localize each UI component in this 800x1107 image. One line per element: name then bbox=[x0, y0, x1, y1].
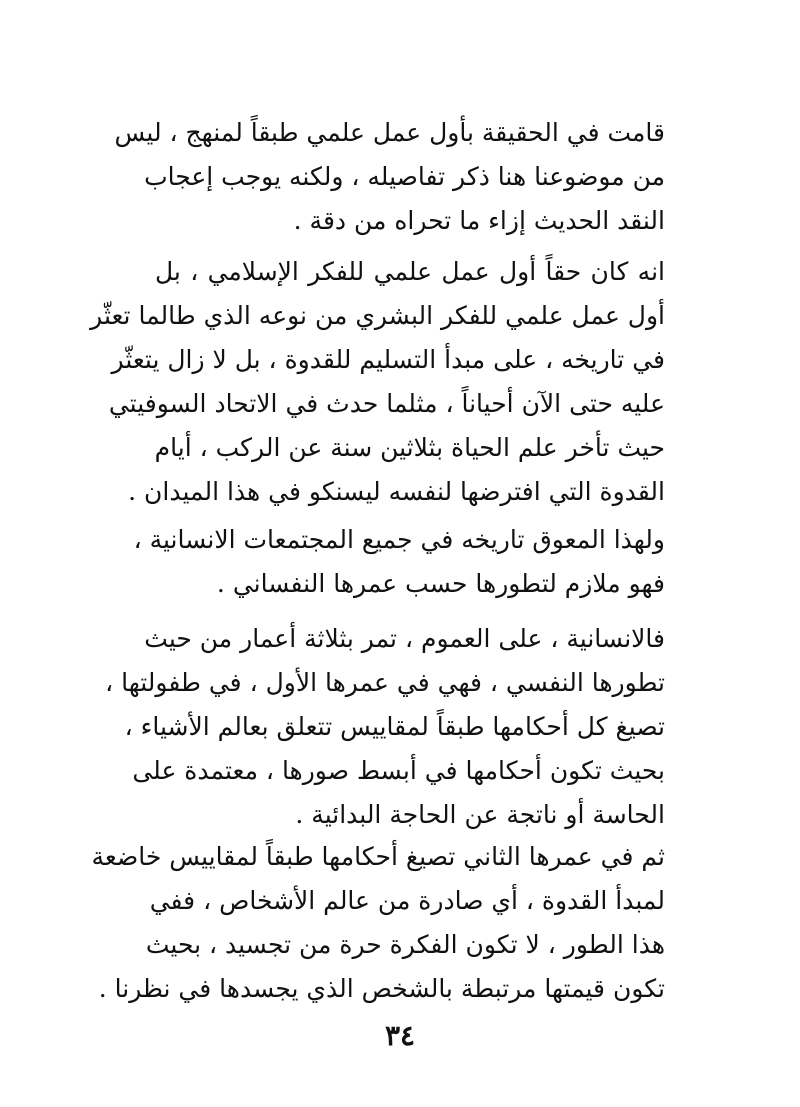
paragraph-1 bbox=[114, 111, 665, 243]
paragraph-2 bbox=[90, 250, 665, 514]
text-line: النقد الحديث إزاء ما تحراه من دقة . bbox=[293, 206, 665, 235]
paragraph-5 bbox=[91, 835, 665, 1011]
paragraph-4 bbox=[105, 617, 665, 837]
text-line: القدوة التي افترضها لنفسه ليسنكو في هذا الميدان . bbox=[128, 477, 665, 506]
text-line: انه كان حقاً أول عمل علمي للفكر الإسلامي ، بل bbox=[155, 257, 665, 286]
text-line: حيث تأخر علم الحياة بثلاثين سنة عن الركب ، أيام bbox=[154, 433, 665, 462]
text-line: لمبدأ القدوة ، أي صادرة من عالم الأشخاص ، ففي bbox=[149, 886, 665, 915]
text-line: عليه حتى الآن أحياناً ، مثلما حدث في الاتحاد السوفيتي bbox=[108, 389, 665, 418]
text-line: أول عمل علمي للفكر البشري من نوعه الذي طالما تعثّر bbox=[90, 301, 665, 330]
text-line: من موضوعنا هنا ذكر تفاصيله ، ولكنه يوجب إعجاب bbox=[144, 162, 665, 191]
text-line: الحاسة أو ناتجة عن الحاجة البدائية . bbox=[295, 800, 665, 829]
text-line: تصيغ كل أحكامها طبقاً لمقاييس تتعلق بعالم الأشياء ، bbox=[124, 712, 665, 741]
text-line: بحيث تكون أحكامها في أبسط صورها ، معتمدة على bbox=[132, 756, 665, 785]
text-line: فهو ملازم لتطورها حسب عمرها النفساني . bbox=[216, 569, 665, 598]
page-number: ٣٤ bbox=[384, 1019, 416, 1052]
text-line: تكون قيمتها مرتبطة بالشخص الذي يجسدها في نظرنا . bbox=[98, 974, 665, 1003]
text-line: تطورها النفسي ، فهي في عمرها الأول ، في طفولتها ، bbox=[105, 668, 665, 697]
text-line: في تاريخه ، على مبدأ التسليم للقدوة ، بل لا زال يتعثّر bbox=[111, 345, 665, 374]
text-line: قامت في الحقيقة بأول عمل علمي طبقاً لمنهج ، ليس bbox=[114, 118, 665, 147]
paragraph-3 bbox=[133, 518, 665, 606]
text-line: هذا الطور ، لا تكون الفكرة حرة من تجسيد ، بحيث bbox=[145, 930, 665, 959]
text-line: فالانسانية ، على العموم ، تمر بثلاثة أعمار من حيث bbox=[144, 624, 665, 653]
text-line: ولهذا المعوق تاريخه في جميع المجتمعات الانسانية ، bbox=[133, 525, 665, 554]
text-line: ثم في عمرها الثاني تصيغ أحكامها طبقاً لمقاييس خاضعة bbox=[91, 842, 665, 871]
